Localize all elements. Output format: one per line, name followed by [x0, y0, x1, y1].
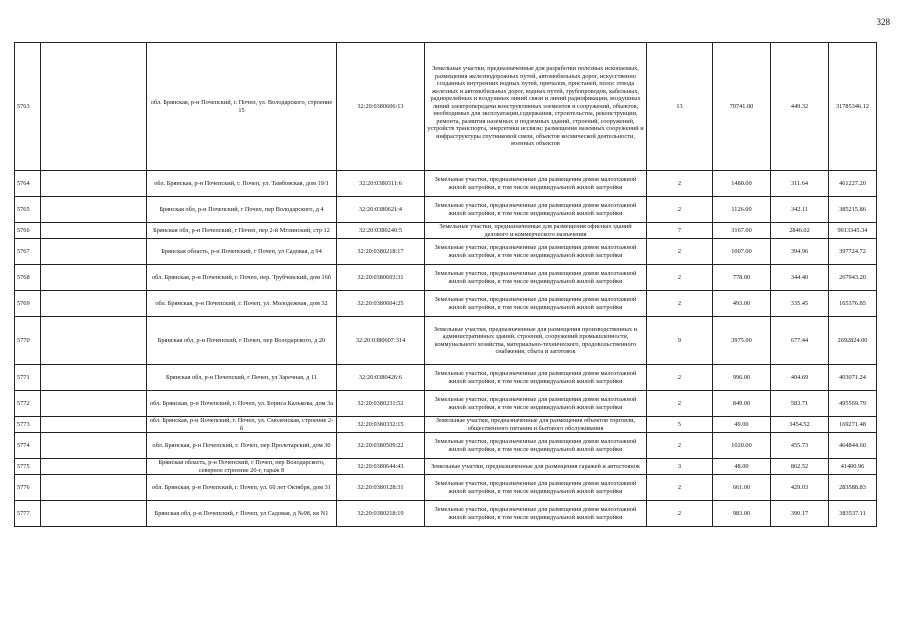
use-group-cell: 2: [647, 197, 713, 223]
use-group-cell: 2: [647, 239, 713, 265]
address-cell: Брянская обл, р-н Почепский, г Почеп, ул Садовая, д №98, кв N1: [147, 501, 337, 527]
land-use-cell: Земельные участки, предназначенные для размещения домов малоэтажной жилой застройки, в том числе индивидуальной жилой застройки: [425, 391, 647, 417]
cadastral-number-cell: 32:20:0380128:31: [337, 475, 425, 501]
blank-cell: [41, 391, 147, 417]
land-use-cell: Земельные участки, предназначенные для размещения домов малоэтажной жилой застройки, в том числе индивидуальной жилой застройки: [425, 501, 647, 527]
row-number-cell: 5776: [15, 475, 41, 501]
use-group-cell: 2: [647, 171, 713, 197]
address-cell: обл. Брянская, р-н Почепский, г. Почеп, ул. Володарского, строение 15: [147, 43, 337, 171]
blank-cell: [41, 459, 147, 475]
use-group-cell: 13: [647, 43, 713, 171]
cadastral-number-cell: 32:20:0380607:314: [337, 317, 425, 365]
area-cell: 1480.00: [713, 171, 771, 197]
table-row: [15, 317, 877, 365]
land-use-cell: Земельные участки, предназначенные для размещения домов малоэтажной жилой застройки, в том числе индивидуальной жилой застройки: [425, 365, 647, 391]
specific-value-cell: 862.52: [771, 459, 829, 475]
cadastral-value-cell: 461227.20: [829, 171, 877, 197]
table-row: [15, 433, 877, 459]
cadastral-value-cell: 403071.24: [829, 365, 877, 391]
row-number-cell: 5764: [15, 171, 41, 197]
specific-value-cell: 390.17: [771, 501, 829, 527]
specific-value-cell: 342.11: [771, 197, 829, 223]
address-cell: обл. Брянская, р-н Почепский, г. Почеп, ул. 60 лет Октября, дом 31: [147, 475, 337, 501]
specific-value-cell: 449.32: [771, 43, 829, 171]
cadastral-number-cell: 32:20:0380231:52: [337, 391, 425, 417]
row-number-cell: 5766: [15, 223, 41, 239]
table-row: [15, 475, 877, 501]
land-use-cell: Земельные участки, предназначенные для размещения домов малоэтажной жилой застройки, в том числе индивидуальной жилой застройки: [425, 239, 647, 265]
address-cell: обл. Брянская, р-н Почепский, г. Почеп, ул. Бориса Калькова, дом 3а: [147, 391, 337, 417]
blank-cell: [41, 317, 147, 365]
cadastral-number-cell: 32:20:0380240:5: [337, 223, 425, 239]
cadastral-number-cell: 32:20:0380332:15: [337, 417, 425, 433]
specific-value-cell: 677.44: [771, 317, 829, 365]
specific-value-cell: 3454.52: [771, 417, 829, 433]
area-cell: 1020.00: [713, 433, 771, 459]
use-group-cell: 9: [647, 317, 713, 365]
blank-cell: [41, 197, 147, 223]
cadastral-value-cell: 41400.96: [829, 459, 877, 475]
address-cell: Брянская обл, р-н Почепский, г Почеп, ул Заречная, д 11: [147, 365, 337, 391]
area-cell: 49.00: [713, 417, 771, 433]
use-group-cell: 3: [647, 459, 713, 475]
specific-value-cell: 335.45: [771, 291, 829, 317]
address-cell: обл. Брянская, р-н Почепский, г. Почеп, пер. Трубчевский, дом 16б: [147, 265, 337, 291]
use-group-cell: 2: [647, 501, 713, 527]
use-group-cell: 2: [647, 265, 713, 291]
blank-cell: [41, 433, 147, 459]
land-use-cell: Земельные участки, предназначенные для размещения офисных зданий делового и коммерческого назначения: [425, 223, 647, 239]
blank-cell: [41, 171, 147, 197]
use-group-cell: 2: [647, 291, 713, 317]
blank-cell: [41, 417, 147, 433]
area-cell: 996.00: [713, 365, 771, 391]
row-number-cell: 5772: [15, 391, 41, 417]
table-row: [15, 365, 877, 391]
table-row: [15, 223, 877, 239]
use-group-cell: 2: [647, 365, 713, 391]
cadastral-number-cell: 32:20:0380604:25: [337, 291, 425, 317]
land-use-cell: Земельные участки, предназначенные для размещения объектов торговли, общественного питания и бытового обслуживания: [425, 417, 647, 433]
cadastral-number-cell: 32:20:0380509:22: [337, 433, 425, 459]
land-use-cell: Земельные участки, предназначенные для размещения домов малоэтажной жилой застройки, в том числе индивидуальной жилой застройки: [425, 475, 647, 501]
cadastral-value-cell: 283588.83: [829, 475, 877, 501]
row-number-cell: 5765: [15, 197, 41, 223]
specific-value-cell: 583.71: [771, 391, 829, 417]
cadastral-number-cell: 32:20:0380218:17: [337, 239, 425, 265]
area-cell: 1126.00: [713, 197, 771, 223]
use-group-cell: 2: [647, 433, 713, 459]
specific-value-cell: 429.03: [771, 475, 829, 501]
table-row: [15, 43, 877, 171]
land-use-cell: Земельные участки, предназначенные для размещения домов малоэтажной жилой застройки, в том числе индивидуальной жилой застройки: [425, 265, 647, 291]
specific-value-cell: 311.64: [771, 171, 829, 197]
cadastral-number-cell: 32:20:0380603:31: [337, 265, 425, 291]
area-cell: 849.00: [713, 391, 771, 417]
land-use-cell: Земельные участки, предназначенные для размещения гаражей и автостоянок: [425, 459, 647, 475]
specific-value-cell: 394.96: [771, 239, 829, 265]
table-row: [15, 501, 877, 527]
row-number-cell: 5771: [15, 365, 41, 391]
area-cell: 1007.00: [713, 239, 771, 265]
cadastral-value-cell: 169271.48: [829, 417, 877, 433]
land-use-cell: Земельные участки, предназначенные для размещения домов малоэтажной жилой застройки, в том числе индивидуальной жилой застройки: [425, 433, 647, 459]
row-number-cell: 5773: [15, 417, 41, 433]
table-row: [15, 171, 877, 197]
address-cell: Брянская обл, р-н Почепский, г Почеп, пер 2-й Мглинский, стр 12: [147, 223, 337, 239]
address-cell: обл. Брянская, р-н Почепский, г. Почеп, ул. Молодежная, дом 32: [147, 291, 337, 317]
table-body: [15, 43, 877, 527]
address-cell: Брянская обл, р-н Почепский, г Почеп, пер Володарского, д 20: [147, 317, 337, 365]
specific-value-cell: 455.73: [771, 433, 829, 459]
land-valuation-table: [14, 42, 877, 527]
cadastral-number-cell: 32:20:0380606:13: [337, 43, 425, 171]
cadastral-value-cell: 165376.85: [829, 291, 877, 317]
specific-value-cell: 2846.02: [771, 223, 829, 239]
table-row: [15, 265, 877, 291]
address-cell: Брянская область, р-н Почепский, г Почеп, пер Володарского, северное строение 20-г, гараж 8: [147, 459, 337, 475]
land-use-cell: Земельные участки, предназначенные для размещения домов малоэтажной жилой застройки, в том числе индивидуальной жилой застройки: [425, 291, 647, 317]
blank-cell: [41, 239, 147, 265]
area-cell: 493.00: [713, 291, 771, 317]
cadastral-number-cell: 32:20:0380426:6: [337, 365, 425, 391]
address-cell: обл. Брянская, р-н Почепский, г. Почеп, пер Пролетарский, дом 30: [147, 433, 337, 459]
table-row: [15, 239, 877, 265]
cadastral-number-cell: 32:20:0380644:43: [337, 459, 425, 475]
row-number-cell: 5767: [15, 239, 41, 265]
blank-cell: [41, 265, 147, 291]
cadastral-value-cell: 385215.86: [829, 197, 877, 223]
address-cell: обл. Брянская, р-н Почепский, г. Почеп, ул. Смоленская, строение 2-б: [147, 417, 337, 433]
area-cell: 3975.00: [713, 317, 771, 365]
use-group-cell: 2: [647, 391, 713, 417]
row-number-cell: 5770: [15, 317, 41, 365]
specific-value-cell: 404.69: [771, 365, 829, 391]
row-number-cell: 5768: [15, 265, 41, 291]
area-cell: 48.00: [713, 459, 771, 475]
land-use-cell: Земельные участки, предназначенные для размещения производственных и административных зданий, строений, сооружений промышленности, коммунального хозяйства, материально-технического, продовольственного снабжения, сбыта и заготовок: [425, 317, 647, 365]
row-number-cell: 5769: [15, 291, 41, 317]
cadastral-value-cell: 495569.79: [829, 391, 877, 417]
cadastral-number-cell: 32:20:0380311:6: [337, 171, 425, 197]
table-row: [15, 197, 877, 223]
blank-cell: [41, 43, 147, 171]
land-use-cell: Земельные участки, предназначенные для размещения домов малоэтажной жилой застройки, в том числе индивидуальной жилой застройки: [425, 197, 647, 223]
cadastral-number-cell: 32:20:0380621:4: [337, 197, 425, 223]
blank-cell: [41, 223, 147, 239]
use-group-cell: 2: [647, 475, 713, 501]
blank-cell: [41, 365, 147, 391]
area-cell: 661.00: [713, 475, 771, 501]
use-group-cell: 7: [647, 223, 713, 239]
cadastral-value-cell: 267943.20: [829, 265, 877, 291]
blank-cell: [41, 291, 147, 317]
cadastral-value-cell: 31785346.12: [829, 43, 877, 171]
blank-cell: [41, 501, 147, 527]
table-row: [15, 391, 877, 417]
row-number-cell: 5775: [15, 459, 41, 475]
use-group-cell: 5: [647, 417, 713, 433]
blank-cell: [41, 475, 147, 501]
row-number-cell: 5774: [15, 433, 41, 459]
area-cell: 3167.00: [713, 223, 771, 239]
area-cell: 70741.00: [713, 43, 771, 171]
cadastral-value-cell: 9013345.34: [829, 223, 877, 239]
land-use-cell: Земельные участки, предназначенные для разработки полезных ископаемых, размещения железнодорожных путей, автомобильных дорог, искусственно созданных внутренних водных путей, причалов, пристаней, полос отвода железных и автомобильных дорог, водных путей, трубопроводов, кабельных, радиорелейных и воздушных линий связи и линий радиофикации, воздушных линий электропередачи конструктивных элементов и сооружений, объектов, необходимых для эксплуатации,содержания, строительства, реконструкции, ремонта, развития наземных и подземных зданий, строений, сооружений, устройств транспорта, энергетики иссвязи; размещения наземных сооружений и инфраструктуры спутниковой связи, объектов космической деятельности, военных объектов: [425, 43, 647, 171]
row-number-cell: 5763: [15, 43, 41, 171]
specific-value-cell: 344.40: [771, 265, 829, 291]
table-row: [15, 459, 877, 475]
cadastral-number-cell: 32:20:0380218:19: [337, 501, 425, 527]
area-cell: 983.00: [713, 501, 771, 527]
cadastral-value-cell: 464844.60: [829, 433, 877, 459]
table-row: [15, 417, 877, 433]
page-number: 328: [876, 17, 890, 27]
address-cell: Брянская область, р-н Почепский, г Почеп, ул Садовая, д 94: [147, 239, 337, 265]
address-cell: Брянская обл, р-н Почепский, г Почеп, пер Володарского, д 4: [147, 197, 337, 223]
cadastral-value-cell: 397724.72: [829, 239, 877, 265]
table-row: [15, 291, 877, 317]
cadastral-value-cell: 383537.11: [829, 501, 877, 527]
address-cell: обл. Брянская, р-н Почепский, г. Почеп, ул. Тамбовская, дом 19/1: [147, 171, 337, 197]
cadastral-value-cell: 2692824.00: [829, 317, 877, 365]
row-number-cell: 5777: [15, 501, 41, 527]
land-use-cell: Земельные участки, предназначенные для размещения домов малоэтажной жилой застройки, в том числе индивидуальной жилой застройки: [425, 171, 647, 197]
area-cell: 778.00: [713, 265, 771, 291]
